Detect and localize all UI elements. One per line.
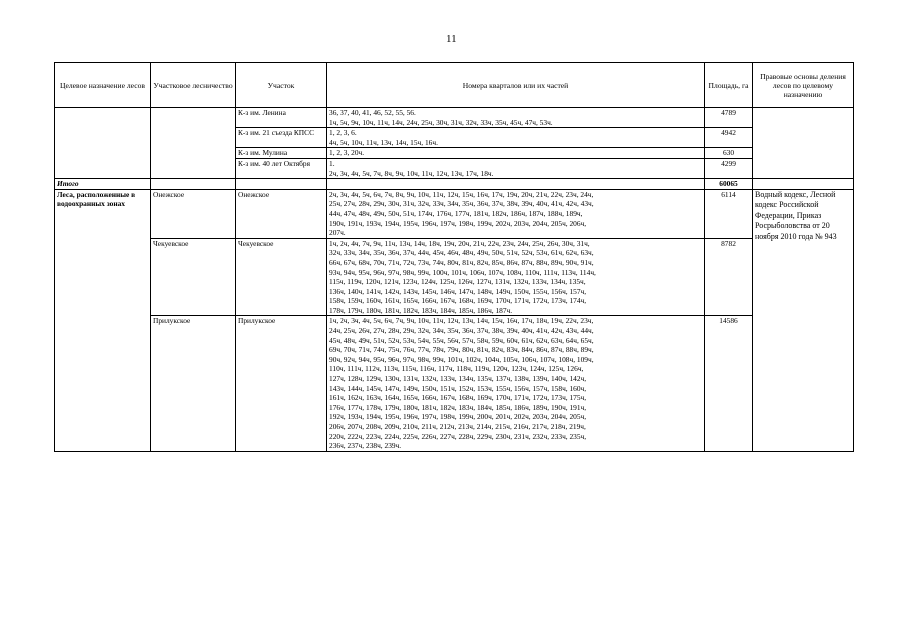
quarters-line: 176ч, 177ч, 178ч, 179ч, 180ч, 181ч, 182ч, 183ч, 184ч, 185ч, 186ч, 189ч, 190ч, 191ч, bbox=[329, 402, 587, 412]
empty-cell bbox=[236, 179, 327, 190]
legal-cell: Водный кодекс, Лесной кодекс Российской Федерации, Приказ Росрыболовства от 20 ноября 2010 года № 943 bbox=[753, 189, 854, 451]
total-label: Итого bbox=[55, 179, 151, 190]
district-cell: Онежское bbox=[151, 189, 236, 238]
quarters-line: 1, 2, 3, 6. bbox=[329, 128, 357, 138]
quarters-line: 1ч, 5ч, 9ч, 10ч, 11ч, 14ч, 24ч, 25ч, 30ч, 31ч, 32ч, 33ч, 35ч, 45ч, 47ч, 53ч. bbox=[329, 117, 553, 127]
section-cell: Онежское bbox=[236, 189, 327, 238]
quarters-line: 2ч, 3ч, 4ч, 5ч, 6ч, 7ч, 8ч, 9ч, 10ч, 11ч, 12ч, 15ч, 16ч, 17ч, 19ч, 20ч, 21ч, 22ч, 23ч, 24ч, bbox=[329, 189, 594, 199]
header-district: Участковое лесничество bbox=[151, 63, 236, 108]
quarters-line: 1ч, 2ч, 4ч, 7ч, 9ч, 11ч, 13ч, 14ч, 18ч, 19ч, 20ч, 21ч, 22ч, 23ч, 24ч, 25ч, 26ч, 30ч, 31ч, bbox=[329, 238, 590, 248]
quarters-line: 69ч, 70ч, 71ч, 74ч, 75ч, 76ч, 77ч, 78ч, 79ч, 80ч, 81ч, 82ч, 83ч, 84ч, 86ч, 87ч, 88ч, 89ч, bbox=[329, 345, 594, 355]
quarters-line: 66ч, 67ч, 68ч, 70ч, 71ч, 72ч, 73ч, 74ч, 80ч, 81ч, 82ч, 85ч, 86ч, 87ч, 88ч, 89ч, 90ч, 91ч, bbox=[329, 257, 594, 267]
quarters-cell bbox=[327, 108, 705, 128]
area-cell: 14586 bbox=[705, 316, 753, 451]
area-cell: 8782 bbox=[705, 238, 753, 316]
district-cell: Прилукское bbox=[151, 316, 236, 451]
table-header-row bbox=[55, 63, 854, 108]
table-row bbox=[55, 316, 854, 451]
quarters-line: 207ч. bbox=[329, 228, 346, 238]
forest-division-table bbox=[54, 62, 854, 452]
table-row bbox=[55, 108, 854, 128]
quarters-line: 161ч, 162ч, 163ч, 164ч, 165ч, 166ч, 167ч, 168ч, 169ч, 170ч, 171ч, 172ч, 173ч, 175ч, bbox=[329, 393, 587, 403]
quarters-line: 136ч, 140ч, 141ч, 142ч, 143ч, 145ч, 146ч, 147ч, 148ч, 149ч, 150ч, 155ч, 156ч, 157ч, bbox=[329, 286, 587, 296]
header-section: Участок bbox=[236, 63, 327, 108]
purpose-cell-continued bbox=[55, 108, 151, 179]
quarters-line: 45ч, 48ч, 49ч, 51ч, 52ч, 53ч, 54ч, 55ч, 56ч, 57ч, 58ч, 59ч, 60ч, 61ч, 62ч, 63ч, 64ч, 65ч, bbox=[329, 335, 594, 345]
table-row bbox=[55, 238, 854, 316]
section-cell: К-з им. Мулина bbox=[236, 148, 327, 159]
table-row bbox=[55, 189, 854, 238]
quarters-line: 178ч, 179ч, 180ч, 181ч, 182ч, 183ч, 184ч, 185ч, 186ч, 187ч. bbox=[329, 305, 513, 315]
total-row bbox=[55, 179, 854, 190]
area-cell: 4299 bbox=[705, 158, 753, 178]
quarters-line: 1, 2, 3, 20ч. bbox=[329, 148, 365, 158]
section-cell: К-з им. 21 съезда КПСС bbox=[236, 128, 327, 148]
quarters-line: 143ч, 144ч, 145ч, 147ч, 149ч, 150ч, 151ч, 152ч, 153ч, 155ч, 156ч, 157ч, 158ч, 160ч, bbox=[329, 383, 587, 393]
area-cell: 4942 bbox=[705, 128, 753, 148]
section-cell: К-з им. 40 лет Октября bbox=[236, 158, 327, 178]
empty-cell bbox=[151, 179, 236, 190]
quarters-cell bbox=[327, 238, 705, 316]
quarters-line: 236ч, 237ч, 238ч, 239ч. bbox=[329, 441, 402, 451]
header-quarters: Номера кварталов или их частей bbox=[327, 63, 705, 108]
quarters-cell bbox=[327, 316, 705, 451]
quarters-line: 115ч, 119ч, 120ч, 121ч, 123ч, 124ч, 125ч, 126ч, 127ч, 131ч, 132ч, 133ч, 134ч, 135ч, bbox=[329, 277, 586, 287]
quarters-cell bbox=[327, 128, 705, 148]
quarters-line: 90ч, 92ч, 94ч, 95ч, 96ч, 97ч, 98ч, 99ч, 101ч, 102ч, 104ч, 105ч, 106ч, 107ч, 108ч, 109ч, bbox=[329, 354, 594, 364]
quarters-line: 190ч, 191ч, 193ч, 194ч, 195ч, 196ч, 197ч, 198ч, 199ч, 202ч, 203ч, 204ч, 205ч, 206ч, bbox=[329, 218, 587, 228]
quarters-line: 44ч, 47ч, 48ч, 49ч, 50ч, 51ч, 174ч, 176ч, 177ч, 181ч, 182ч, 186ч, 187ч, 188ч, 189ч, bbox=[329, 208, 583, 218]
section-cell: К-з им. Ленина bbox=[236, 108, 327, 128]
quarters-line: 4ч, 5ч, 10ч, 11ч, 13ч, 14ч, 15ч, 16ч. bbox=[329, 137, 438, 147]
header-legal: Правовые основы деления лесов по целевому назначению bbox=[753, 63, 854, 108]
quarters-line: 1ч, 2ч, 3ч, 4ч, 5ч, 6ч, 7ч, 9ч, 10ч, 11ч, 12ч, 13ч, 14ч, 15ч, 16ч, 17ч, 18ч, 19ч, 22ч, 23ч, bbox=[329, 316, 594, 326]
district-cell-continued bbox=[151, 108, 236, 179]
page-number: 11 bbox=[446, 33, 457, 45]
quarters-line: 2ч, 3ч, 4ч, 5ч, 7ч, 8ч, 9ч, 10ч, 11ч, 12ч, 13ч, 17ч, 18ч. bbox=[329, 168, 494, 178]
quarters-cell bbox=[327, 148, 705, 159]
section-cell: Чекуевское bbox=[236, 238, 327, 316]
empty-cell bbox=[327, 179, 705, 190]
quarters-line: 1. bbox=[329, 158, 335, 168]
quarters-line: 25ч, 27ч, 28ч, 29ч, 30ч, 31ч, 32ч, 33ч, 34ч, 35ч, 36ч, 37ч, 38ч, 39ч, 40ч, 41ч, 42ч, 43ч, bbox=[329, 199, 594, 209]
purpose-cell: Леса, расположенные в водоохранных зонах bbox=[55, 189, 151, 451]
quarters-line: 158ч, 159ч, 160ч, 161ч, 165ч, 166ч, 167ч, 168ч, 169ч, 170ч, 171ч, 172ч, 173ч, 174ч, bbox=[329, 296, 587, 306]
quarters-line: 24ч, 25ч, 26ч, 27ч, 28ч, 29ч, 32ч, 34ч, 35ч, 36ч, 37ч, 38ч, 39ч, 40ч, 41ч, 42ч, 43ч, 44ч, bbox=[329, 326, 594, 336]
quarters-cell bbox=[327, 158, 705, 178]
quarters-line: 220ч, 222ч, 223ч, 224ч, 225ч, 226ч, 227ч, 228ч, 229ч, 230ч, 231ч, 232ч, 233ч, 235ч, bbox=[329, 431, 587, 441]
quarters-cell bbox=[327, 189, 705, 238]
legal-cell-continued bbox=[753, 108, 854, 179]
header-purpose: Целевое назначение лесов bbox=[55, 63, 151, 108]
quarters-line: 36, 37, 40, 41, 46, 52, 55, 56. bbox=[329, 108, 416, 117]
area-cell: 6114 bbox=[705, 189, 753, 238]
district-cell: Чекуевское bbox=[151, 238, 236, 316]
area-cell: 630 bbox=[705, 148, 753, 159]
quarters-line: 93ч, 94ч, 95ч, 96ч, 97ч, 98ч, 99ч, 100ч, 101ч, 106ч, 107ч, 108ч, 110ч, 111ч, 113ч, 114ч, bbox=[329, 267, 596, 277]
header-area: Площадь, га bbox=[705, 63, 753, 108]
quarters-line: 206ч, 207ч, 208ч, 209ч, 210ч, 211ч, 212ч, 213ч, 214ч, 215ч, 216ч, 217ч, 218ч, 219ч, bbox=[329, 422, 586, 431]
quarters-line: 32ч, 33ч, 34ч, 35ч, 36ч, 37ч, 44ч, 45ч, 46ч, 48ч, 49ч, 50ч, 51ч, 52ч, 53ч, 61ч, 62ч, 63ч, bbox=[329, 248, 594, 258]
total-area: 60065 bbox=[705, 179, 753, 190]
quarters-line: 192ч, 193ч, 194ч, 195ч, 196ч, 197ч, 198ч, 199ч, 200ч, 201ч, 202ч, 203ч, 204ч, 205ч, bbox=[329, 412, 587, 422]
area-cell: 4789 bbox=[705, 108, 753, 128]
quarters-line: 127ч, 128ч, 129ч, 130ч, 131ч, 132ч, 133ч, 134ч, 135ч, 137ч, 138ч, 139ч, 140ч, 142ч, bbox=[329, 374, 587, 384]
section-cell: Прилукское bbox=[236, 316, 327, 451]
quarters-line: 110ч, 111ч, 112ч, 113ч, 115ч, 116ч, 117ч, 118ч, 119ч, 120ч, 123ч, 124ч, 125ч, 126ч, bbox=[329, 364, 584, 374]
empty-cell bbox=[753, 179, 854, 190]
